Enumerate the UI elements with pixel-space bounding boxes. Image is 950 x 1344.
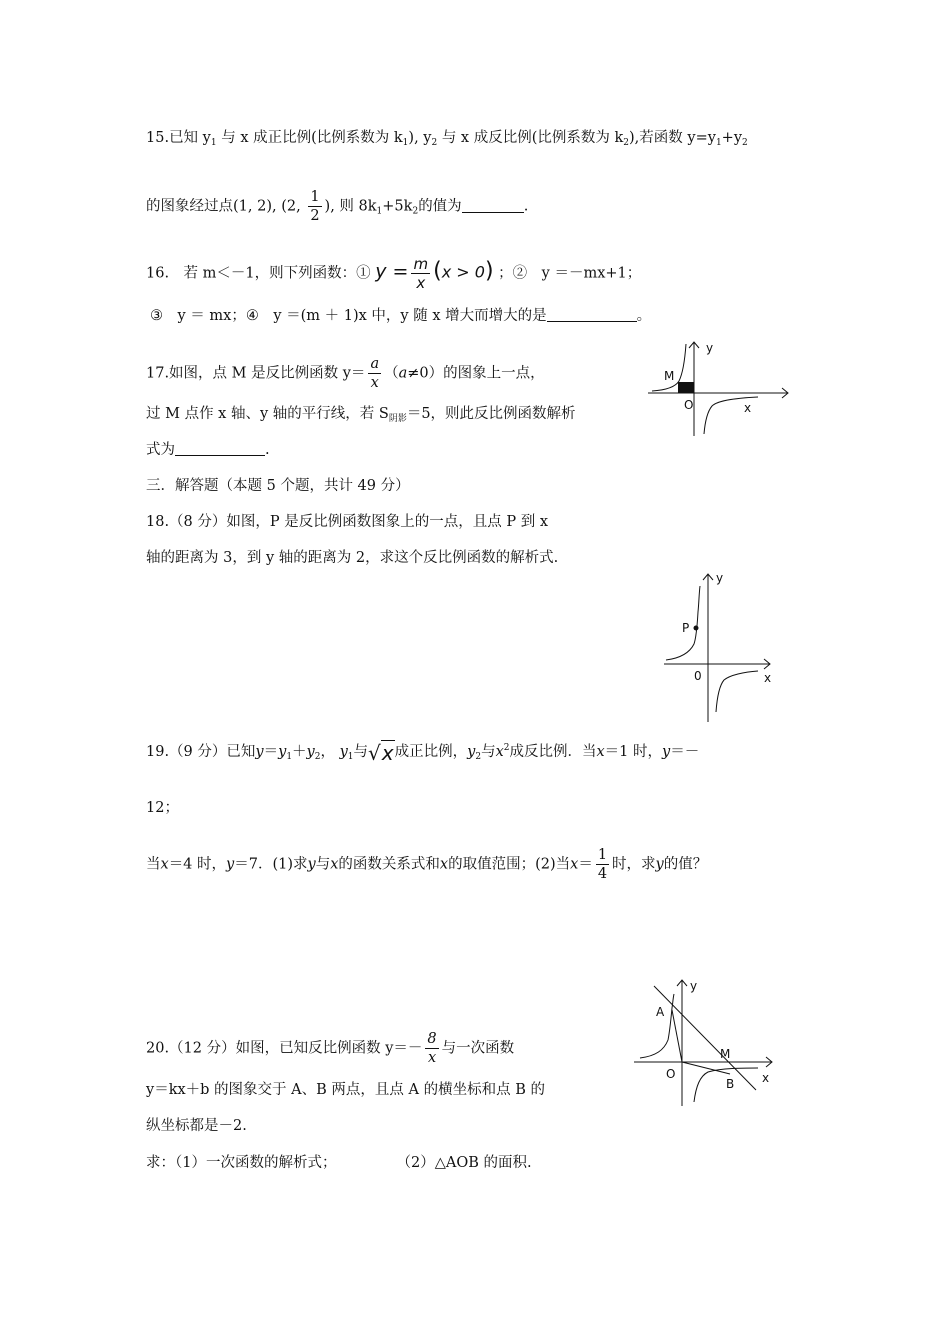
q16-answer-blank[interactable]: [547, 307, 637, 322]
svg-text:A: A: [656, 1005, 665, 1019]
svg-text:y: y: [690, 979, 698, 993]
q16-line1: 16. 若 m＜－1，则下列函数：① y = $\frac{m}{x}$ (x > 0) ；② y ＝－mx+1；: [146, 255, 642, 292]
q15-line1: 15.已知 $y_1$ 与 x 成正比例(比例系数为 $k_1$), $y_2$ 与 x 成反比例(比例系数为 $k_2$),若函数 $y=y_1+y_2$: [146, 130, 748, 148]
svg-text:x: x: [744, 401, 752, 415]
q18-point-p: [694, 626, 699, 631]
q19-sqrt: √x: [368, 741, 394, 765]
q20-line2: y＝kx＋b 的图象交于 A、B 两点，且点 A 的横坐标和点 B 的: [146, 1082, 545, 1098]
q20-line1: 20.（12 分）如图，已知反比例函数 y＝－ $\frac{8}{x}$ 与一次函数: [146, 1031, 515, 1066]
q17-line3: 式为 .: [146, 442, 270, 458]
q18-line2: 轴的距离为 3，到 y 轴的距离为 2，求这个反比例函数的解析式.: [146, 550, 559, 566]
q16-fraction: $\frac{m}{x}$: [413, 255, 429, 292]
svg-text:B: B: [726, 1077, 735, 1091]
svg-text:M: M: [664, 369, 675, 383]
svg-text:x: x: [762, 1071, 770, 1085]
q15-fraction: $\frac{1}{2}$: [310, 189, 320, 224]
q20-line4: 求：（1）一次函数的解析式； （2）△AOB 的面积.: [146, 1155, 532, 1171]
q20-line3: 纵坐标都是－2.: [146, 1118, 247, 1134]
q16-line2: ③ y ＝ mx；④ y ＝(m ＋ 1)x 中，y 随 x 增大而增大的是 。: [150, 308, 652, 324]
q17-line2: 过 M 点作 x 轴、y 轴的平行线，若 $S_{阴影}=5$，则此反比例函数解析: [146, 406, 576, 424]
q18-curve-right: [716, 671, 758, 712]
q20-segment-ao: [672, 1010, 682, 1062]
q20-figure: [632, 978, 782, 1108]
q18-line1: 18.（8 分）如图，P 是反比例函数图象上的一点，且点 P 到 x: [146, 514, 549, 530]
q19-line1: 19.（9 分）已知$y=y_1+y_2$， $y_1$与√x成正比例，$y_2$与$x^2$成反比例．当x＝1 时，y＝－: [146, 741, 700, 765]
q20-curve-left: [640, 994, 674, 1058]
q17-shaded-region: [678, 382, 694, 393]
q15-answer-blank[interactable]: [462, 198, 524, 213]
svg-text:O: O: [684, 398, 694, 412]
svg-text:x: x: [764, 671, 772, 685]
svg-text:y: y: [716, 571, 724, 585]
q19-line2: 12；: [146, 800, 179, 816]
svg-text:M: M: [720, 1047, 731, 1061]
q20-segment-ob: [682, 1062, 730, 1074]
q19-line3: 当x＝4 时，y＝7．(1)求y与x的函数关系式和x的取值范围；(2)当x＝ $\frac{1}{4}$ 时，求y的值？: [146, 847, 708, 882]
section-3-heading: 三．解答题（本题 5 个题，共计 49 分）: [146, 478, 410, 494]
svg-text:O: O: [666, 1067, 676, 1081]
svg-text:y: y: [706, 341, 714, 355]
q17-figure: [648, 338, 788, 438]
q17-answer-blank[interactable]: [175, 441, 265, 456]
q18-figure: [660, 572, 780, 722]
q20-fraction: $\frac{8}{x}$: [427, 1031, 437, 1066]
svg-text:P: P: [682, 621, 690, 635]
svg-text:0: 0: [694, 669, 702, 683]
q15-line2: 的图象经过点(1, 2), (2, $\frac{1}{2}$ ), 则 $8k_1+5k_2$的值为 .: [146, 189, 529, 224]
q17-fraction: $\frac{a}{x}$: [370, 356, 380, 391]
q17-line1: 17.如图，点 M 是反比例函数 y＝ $\frac{a}{x}$ （a≠0）的图象上一点，: [146, 356, 545, 391]
q19-fraction: $\frac{1}{4}$: [597, 847, 608, 882]
